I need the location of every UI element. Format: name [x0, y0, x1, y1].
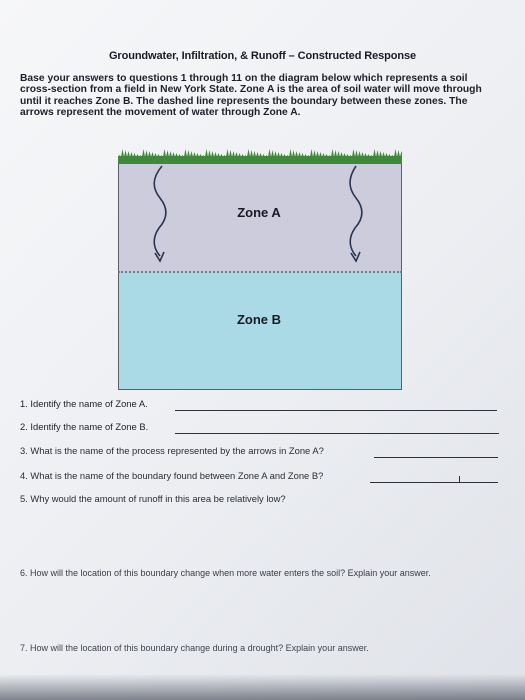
answer-line-4[interactable] [370, 482, 498, 483]
grass-surface [118, 148, 402, 164]
question-4: 4. What is the name of the boundary found between Zone A and Zone B? [20, 470, 324, 481]
zone-b-label: Zone B [236, 312, 282, 327]
answer-line-2[interactable] [175, 433, 499, 434]
question-5: 5. Why would the amount of runoff in this area be relatively low? [20, 493, 286, 504]
zone-a-label: Zone A [237, 205, 281, 220]
question-3: 3. What is the name of the process represented by the arrows in Zone A? [20, 445, 324, 456]
pencil-mark [459, 476, 460, 482]
question-1: 1. Identify the name of Zone A. [20, 398, 148, 409]
instructions-paragraph: Base your answers to questions 1 through 11 on the diagram below which represents a soil cross-section from a field in New York State. Zone A is the area of soil water will move through until it reaches Zone B. The dashed line represents the boundary between these zones. The arrows represent the movement of water through Zone A. [20, 73, 482, 119]
answer-line-1[interactable] [175, 410, 497, 411]
soil-cross-section-diagram [118, 148, 400, 390]
zone-b-region [118, 272, 402, 390]
question-7: 7. How will the location of this boundary change during a drought? Explain your answer. [20, 643, 369, 653]
question-2: 2. Identify the name of Zone B. [20, 421, 149, 432]
worksheet-title: Groundwater, Infiltration, & Runoff – Constructed Response [108, 50, 417, 62]
zone-boundary-dashed-line [118, 271, 402, 273]
question-6: 6. How will the location of this boundary change when more water enters the soil? Explain your answer. [20, 568, 431, 578]
bottom-photo-shadow [0, 674, 525, 700]
answer-line-3[interactable] [374, 457, 498, 458]
